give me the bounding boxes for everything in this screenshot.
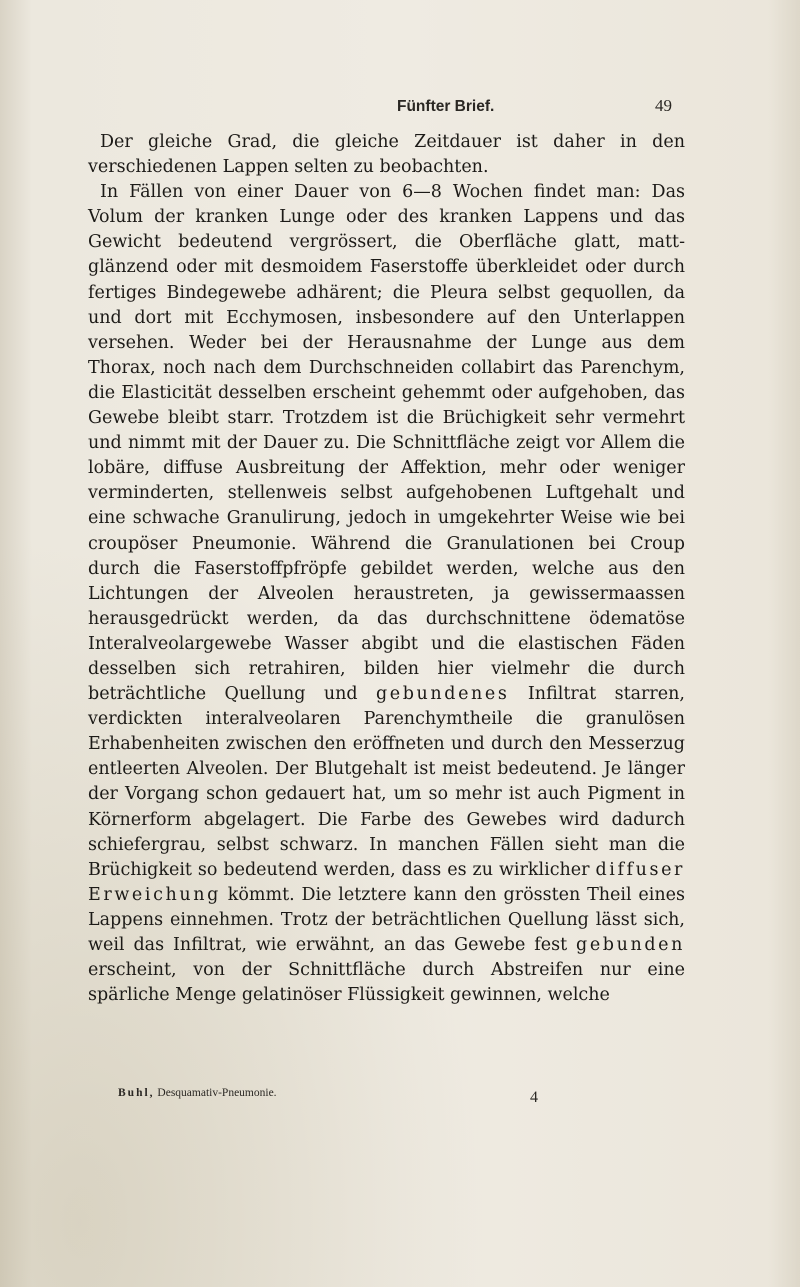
footer-work-title: Desquamativ-Pneumonie. (157, 1087, 277, 1099)
emphasis-gebundenes: gebundenes (376, 684, 510, 705)
paragraph-2-text-b: Infiltrat starren, verdickten interalveolaren Parenchymtheile die granulösen Erhabenheiten zwischen den eröffneten und durch den Messerzug entleerten Alveolen. Der Blutgehalt ist meist bedeutend. Je länger der Vorgang schon gedauert hat, um so mehr ist auch Pigment in Körnerform abgelagert. Die Farbe des Gewebes wird dadurch schiefergrau, selbst schwarz. In manchen Fällen sieht man die Brüchigkeit so bedeutend werden, dass es zu wirklicher (88, 684, 685, 880)
paragraph-1-text: Der gleiche Grad, die gleiche Zeitdauer ist daher in den verschiedenen Lappen selten zu beobachten. (88, 132, 685, 178)
body-text (88, 130, 685, 1008)
footer-credit (118, 1087, 277, 1099)
paragraph-1 (88, 130, 685, 180)
paragraph-2 (88, 180, 685, 1008)
emphasis-diffuser-erweichung: diffuser Erweichung (88, 859, 685, 905)
running-title: Fünfter Brief. (397, 98, 495, 115)
paragraph-2-text-c: kömmt. Die letztere kann den grössten Theil eines Lappens einnehmen. Trotz der beträchtlichen Quellung lässt sich, weil das Infiltrat, wie erwähnt, an das Gewebe fest (88, 884, 685, 955)
page-number: 49 (655, 96, 672, 115)
footer-line (118, 1083, 538, 1105)
signature-mark: 4 (530, 1089, 538, 1106)
running-header (397, 96, 672, 122)
paragraph-2-text-a: In Fällen von einer Dauer von 6—8 Wochen findet man: Das Volum der kranken Lunge oder des kranken Lappens und das Gewicht bedeutend vergrössert, die Oberfläche glatt, matt-glänzend oder mit desmoidem Faserstoffe überkleidet oder durch fertiges Bindegewebe adhärent; die Pleura selbst gequollen, da und dort mit Ecchymosen, insbesondere auf den Unterlappen versehen. Weder bei der Herausnahme der Lunge aus dem Thorax, noch nach dem Durchschneiden collabirt das Parenchym, die Elasticität desselben erscheint gehemmt oder aufgehoben, das Gewebe bleibt starr. Trotzdem ist die Brüchigkeit sehr vermehrt und nimmt mit der Dauer zu. Die Schnittfläche zeigt vor Allem die lobäre, diffuse Ausbreitung der Affektion, mehr oder weniger verminderten, stellenweis selbst aufgehobenen Luftgehalt und eine schwache Granulirung, jedoch in umgekehrter Weise wie bei croupöser Pneumonie. Während die Granulationen bei Croup durch die Faserstoffpfröpfe gebildet werden, welche aus den Lichtungen der Alveolen heraustreten, ja gewissermaassen herausgedrückt werden, da das durchschnittene ödematöse Interalveolargewebe Wasser abgibt und die elastischen Fäden desselben sich retrahiren, bilden hier vielmehr die durch beträchtliche Quellung und (88, 182, 685, 705)
footer-author: Buhl, (118, 1087, 155, 1099)
emphasis-gebunden: gebunden (576, 935, 685, 955)
paragraph-2-text-d: erscheint, von der Schnittfläche durch Abstreifen nur eine spärliche Menge gelatinöser Flüssigkeit gewinnen, welche (88, 960, 685, 1006)
